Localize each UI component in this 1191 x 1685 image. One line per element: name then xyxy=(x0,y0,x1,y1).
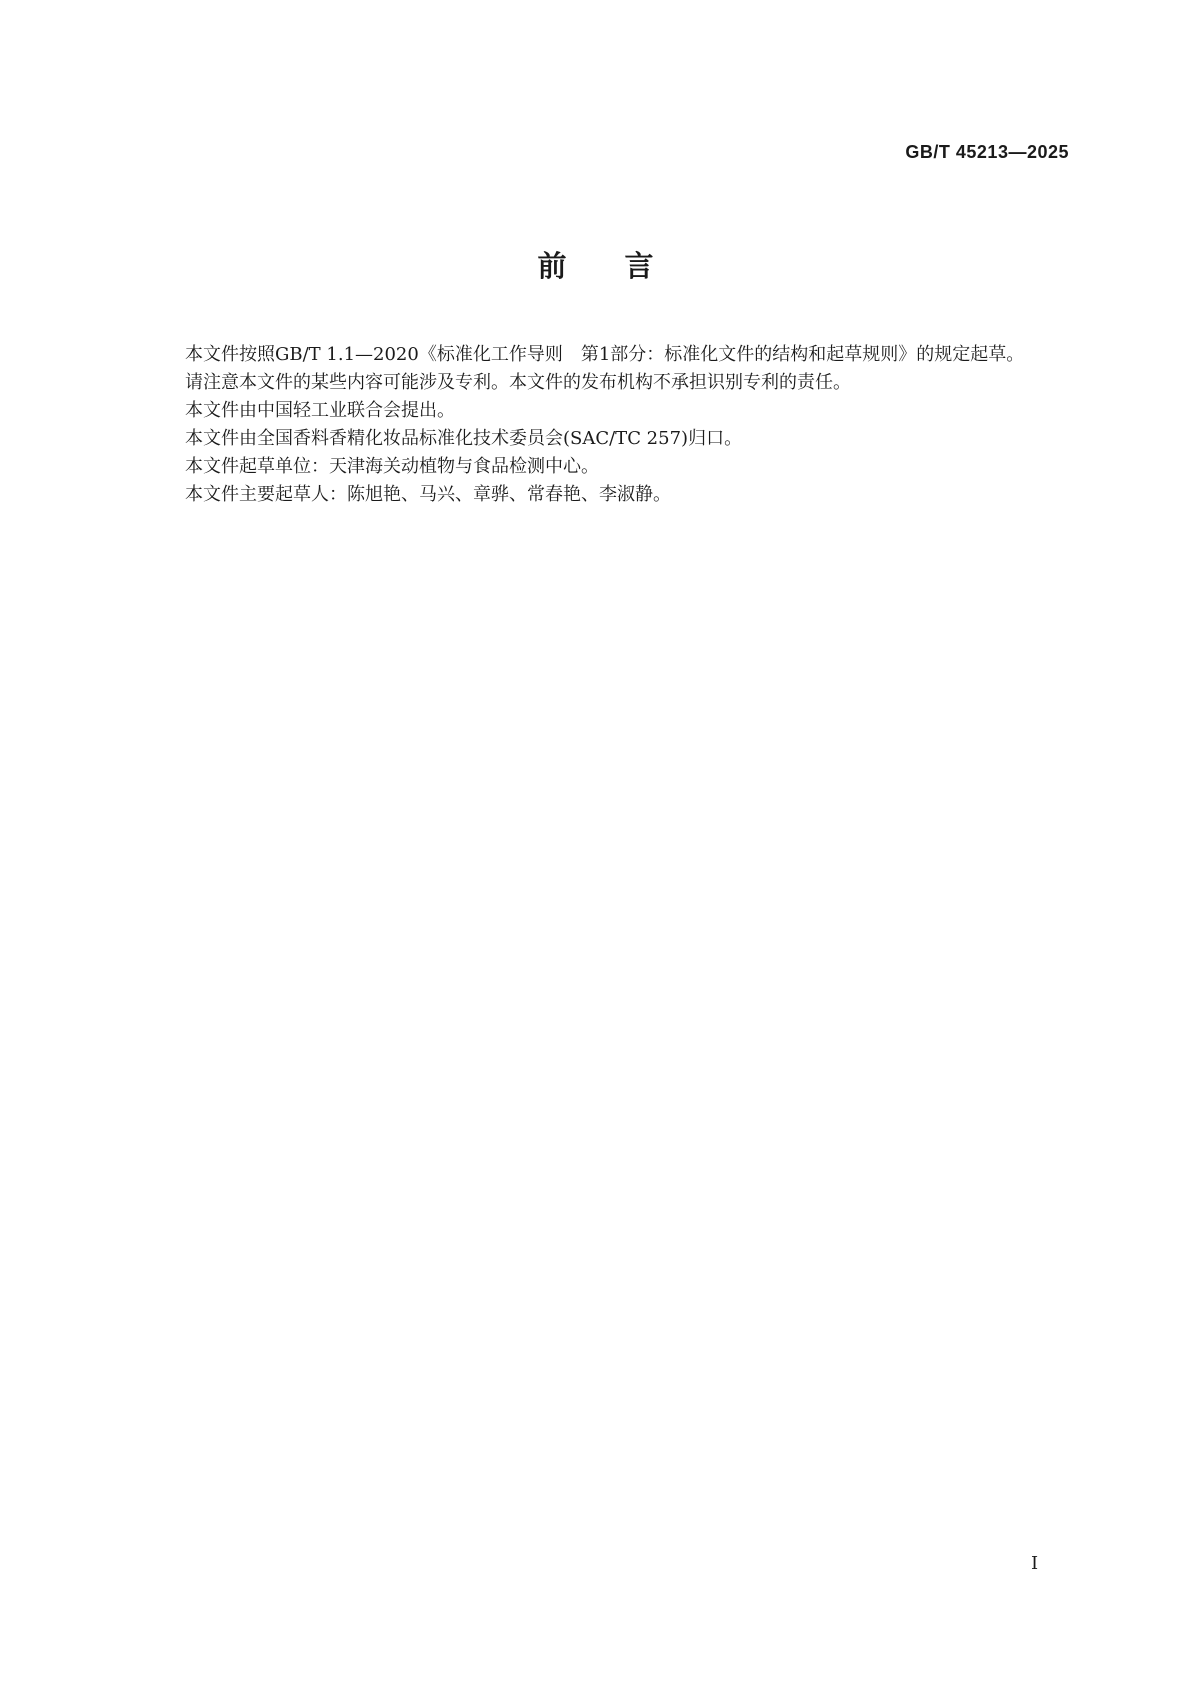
paragraph-drafters: 本文件主要起草人：陈旭艳、马兴、章骅、常春艳、李淑静。 xyxy=(185,484,671,505)
paragraph-committee: 本文件由全国香料香精化妆品标准化技术委员会(SAC/TC 257)归口。 xyxy=(185,428,743,449)
paragraph-drafting-rules: 本文件按照GB/T 1.1—2020《标准化工作导则 第1部分：标准化文件的结构和起草规则》的规定起草。 xyxy=(185,344,1025,365)
foreword-body xyxy=(145,341,1070,509)
paragraph-patent-notice: 请注意本文件的某些内容可能涉及专利。本文件的发布机构不承担识别专利的责任。 xyxy=(185,372,851,393)
page-number: I xyxy=(1031,1553,1039,1574)
paragraph-drafting-unit: 本文件起草单位：天津海关动植物与食品检测中心。 xyxy=(185,456,599,477)
page-title: 前言 xyxy=(537,249,712,283)
standard-code: GB/T 45213—2025 xyxy=(905,142,1069,162)
paragraph-proposer: 本文件由中国轻工业联合会提出。 xyxy=(185,400,455,421)
